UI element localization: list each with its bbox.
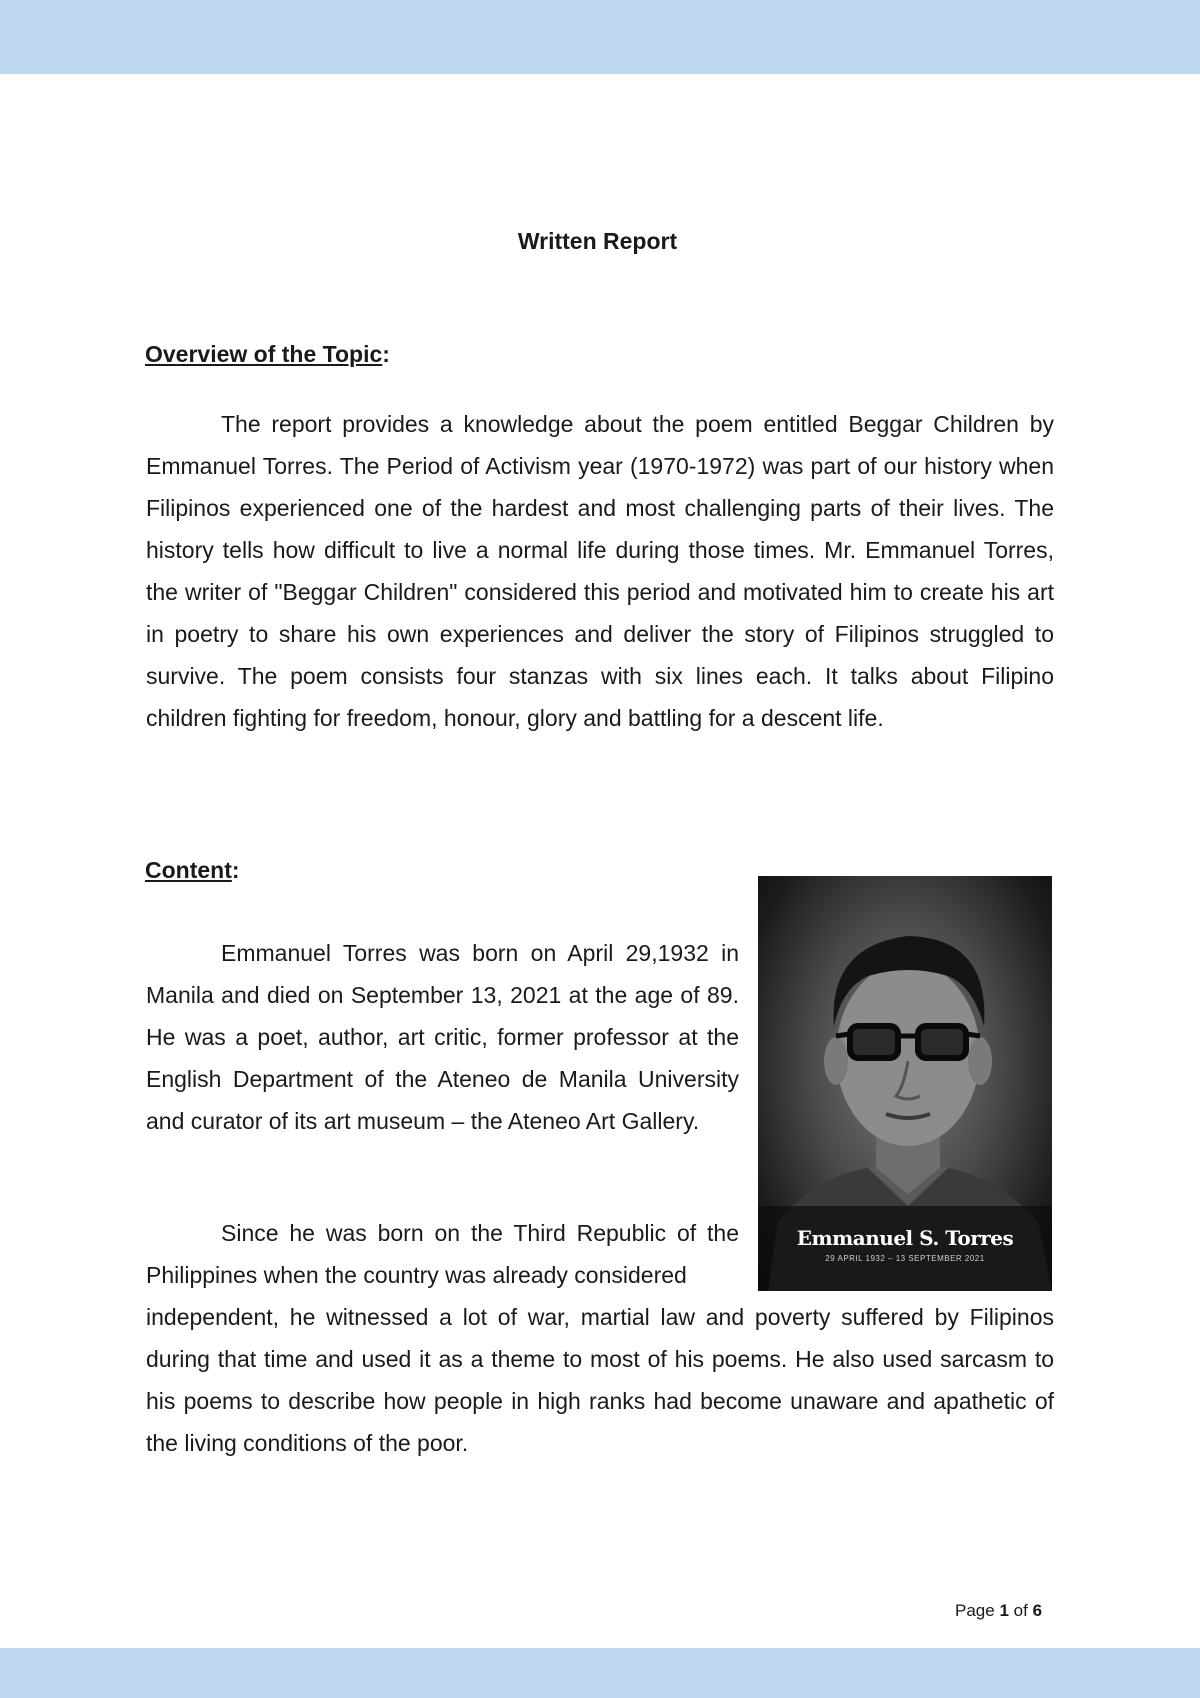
document-title: Written Report xyxy=(517,228,678,254)
overview-paragraph: The report provides a knowledge about the poem entitled Beggar Children by Emmanuel Torres. The Period of Activism year (1970-1972) was part of our history when Filipinos experienced one of the hardest and most challenging parts of their lives. The history tells how difficult to live a normal life during those times. Mr. Emmanuel Torres, the writer of "Beggar Children" considered this period and motivated him to create his art in poetry to share his own experiences and deliver the story of Filipinos struggled to survive. The poem consists four stanzas with six lines each. It talks about Filipino children fighting for freedom, honour, glory and battling for a descent life. xyxy=(146,411,1054,731)
total-pages: 6 xyxy=(1032,1601,1043,1620)
page-number xyxy=(955,1601,1042,1621)
header-band xyxy=(0,0,1200,74)
current-page: 1 xyxy=(999,1601,1009,1620)
content-paragraph-2-continued: independent, he witnessed a lot of war, martial law and poverty suffered by Filipinos during that time and used it as a theme to most of his poems. He also used sarcasm to his poems to describe how people in high ranks had become unaware and apathetic of the living conditions of the poor. xyxy=(146,1304,1054,1456)
page-word: Page xyxy=(955,1601,995,1620)
content-heading xyxy=(145,857,240,884)
portrait-caption-dates: 29 APRIL 1932 – 13 SEPTEMBER 2021 xyxy=(825,1254,985,1263)
content-paragraph-1: Emmanuel Torres was born on April 29,1932 in Manila and died on September 13, 2021 at the age of 89. He was a poet, author, art critic, former professor at the English Department of the Ateneo de Manila University and curator of its art museum – the Ateneo Art Gallery. xyxy=(146,940,739,1134)
content-paragraph-2-start: Since he was born on the Third Republic of the Philippines when the country was already considered xyxy=(146,1220,739,1288)
overview-heading-text: Overview of the Topic xyxy=(145,341,383,367)
content-heading-colon: : xyxy=(231,857,240,883)
footer-band xyxy=(0,1648,1200,1698)
portrait-caption-name: Emmanuel S. Torres xyxy=(796,1226,1014,1250)
overview-heading-colon: : xyxy=(382,341,390,367)
content-heading-text: Content xyxy=(145,857,232,883)
overview-heading xyxy=(145,341,390,368)
author-portrait-image xyxy=(758,876,1052,1291)
of-word: of xyxy=(1013,1601,1028,1620)
